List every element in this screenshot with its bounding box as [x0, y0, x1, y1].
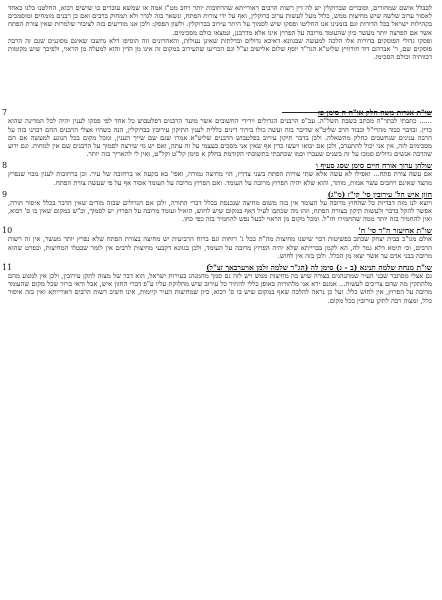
footnote-title: שו"ת מנחת שלמה תנינא (ב - ג) סימן לה (הג"ר שלמה זלמן אויערבאך זצ"ל): [206, 263, 432, 273]
footnote-body: ...... כתבתי לכתר"ה מכתב בשבת תשל"ה. עכ"פ הרבנים הגדולים וידידי החשובים אשר מועד הרבנים דפלטבוש כל אחד לפי פסקו לענין יהיה לכל המדינה שהוא כדין. ובדבר כבוד מהרי"ל וכבוד הרב שליט"א שדיבר בזה ועשה כולו בירור דינים כללית לענין התיקון עירובין בברוקלין, הנה כשהיו אצלי הרבנים ההם דברנו בזה על הרבה ענינים שנחשבים כחלק מהשאלה. ולכן בדבר תיקון עירוב בפלטבוש הרבנים שליט"א אמרו שגם שם שייך הענין, ומכל מקום בכל הנוגע למעשה אם הם מסכימים לזה, אין אני יכול להתערב, ולכן אם יבואו ויעשו כדין אף שאין אני מסכים בעצמי על זה עתה, ואם יש מי שירצה לסמוך על הרבנים שם אין למחות. וגם ידוע שהרבה אנשים גדולים סמכו על זה בשנים שעברו וכמו שכתבתי בתשובתי הקודמת בחלק א סימן קל"ט וקל"ט, ואין לי להאריך בזה יותר.: [8, 117, 432, 159]
footnote: [2, 108, 432, 159]
footnote-number: 10: [2, 226, 13, 236]
footnote-title: שו"ת אגרות משה חלק או"ח ח סימן פז: [317, 108, 432, 118]
footnote: [2, 161, 432, 187]
footnote: [2, 263, 432, 305]
footnote-title: שו"ת אחיעזר ח"ד סי' ח': [358, 226, 432, 236]
footnote-title: שולחן ערוך אורח חיים סימן שסג סעיף ו: [315, 161, 432, 171]
footnote-title: חזון איש הל' עירובין סי' קי"ז (מ"ג): [327, 189, 432, 199]
body-paragraph: ופסקו גדולי הפוסקים בדורות אלו הלכה למעשה שבגוונא דאיכא גדולים ובדלתות שאינן נעולות, והאחרונים וזה הוסיפו דלא נחשבו שאינם מסוננים שגם זה הרבה פוסקים שם, ר' אברהם דוד חורוויץ שליט"א הגר"ד יוסף שלום אלישיב זצ"ל וגם הכריעו שהעירוב במקום זה אינו מן הדין והוא למעלה מן הראוי, ולפיכך שיש מקומות דכוותיה וכולם הסכימו.: [8, 36, 432, 62]
footnote-body: גם אצלי מסתבר שבני העיר שמתנהגים בצורה שיש בה מחיצות ממש ויש לזה גם סמך מהמנהג בעירות ישראל, הוא דבר של מצוה לתקן עירובין, ולכן אין למנוע מהם מלהתקין מה שהם צריכים לעשות... אמנם ירא אני מלהורות באופן כללי להתיר כל עירוב שיש מחלוקת עליו ע"פ דברי החזון איש, אבל ודאי ברור שכל מקום שהעומד מרובה על הפרוץ, אין לחוש כלל. ועל כן נראה להלכה שאף במקום שיש בו ס' רבוא, כיון שמחיצות העיר קיימות, אינו חשיב רשות הרבים דאורייתא ואין בזה איסור כלל, ומצוה רבה לתקן עירובין בכל מקום.: [8, 272, 432, 305]
footnote: [2, 189, 432, 224]
footnote-number: 8: [2, 161, 8, 171]
footnote-number: 7: [2, 108, 8, 118]
footnote-body: אם עשה צורת פתח... ואפילו לא עשה אלא שתי צורות הפתח בשני צדדיו, הוי מחיצה גמורה, ואפי' בא בקעה או ברחובה של עיר. וכן ברחובות לענין מבוי שנפרץ מהצד שאינם רחבים עשר אמות, מותר, והוא שלא יהיה הפרוץ מרובה על העומד. ואם הפרוץ מרובה על העומד אסור אף על פי שעשה צורת הפתח.: [8, 170, 432, 187]
footnote-number: 11: [2, 263, 13, 273]
document-page: [2, 4, 432, 305]
footnote: [2, 226, 432, 260]
footnote-number: 9: [2, 189, 8, 199]
body-paragraph: לבבלל אישם שמחורים, וסוברים שברוקלין יש לה דין רשות הרבים דאורייתא שהרחובות יותר רחב מט"ז אמה או שמשא עוברים בו שישים רבוא, החלטנו כלנו כאחד לאסור ערוב שלשה שיש מחיצות ממש, כלול מעל לעשות ערוב ברוקלין, ואף על ידי צורות הפתח, ונשאר בזה לגדר ולא תמחוק ברבים ואם כן רבנים מומחים ומוסמכים בקהילות ישראל בכל הדורות וגם בזמנינו אנו החליטו ופסקו שיש לסמוך על היתר עירוב בברוקלין. ולשון הפסק: ולכן אנו מודיעים בזה לציבור שלמרות שאין צורת הפתח אשר אם הפרצה יותר מעשר כיון שהעומד מרובה על הפרוץ אינו אלא מדרבנן, ונמצאו כולם מסכימים.: [8, 4, 432, 37]
footnote-body: אולם מגו"כ בבית יצחק שכתב בפשיטות דבר שישנו מחיצות מה"ת בכל ג' רוחות וגם ברוח הרביעית יש מחיצה בצורת הפתח שלא נפרץ יותר מעשר, אין זה רשות הרבים, וכי תימא דלא גמר לה, הא לקמן בברייתא שלא יהיה הפרוץ מרובה על העומד, ולכן בגוונא דקבעי מחיצות לרבים אין לומר שבטלו המחיצות, ובפרט שהוא מרובה בבני אדם עד אשר יצאו מן הכלל. ולכן בזה אין לחוש.: [8, 235, 432, 260]
footnote-body: ויוצא לנו מזה דבדיות כל שהחוץ מרובה על העומד אין בזה משום מחיצה שנכנסת בכלל דברי התורה, ולכן אם הגדולים שבזה מודים שאין הדבר בכלל איסור תורה, אפשר להקל בדבר ולעשות תיקון בצורת הפתח, וזהו מה שכתבו לעיל דאף במקום שיש לחוש, הואיל ועומד מרובה על הפרוץ יש לסמוך, וכ"ש במקום שאין בו ס' רבוא, ואין להחמיר בזה יותר ממה שהחמירו חז"ל. ומכל מקום מן הראוי לבעל נפש להחמיר בזה כפי כחו.: [8, 198, 432, 224]
